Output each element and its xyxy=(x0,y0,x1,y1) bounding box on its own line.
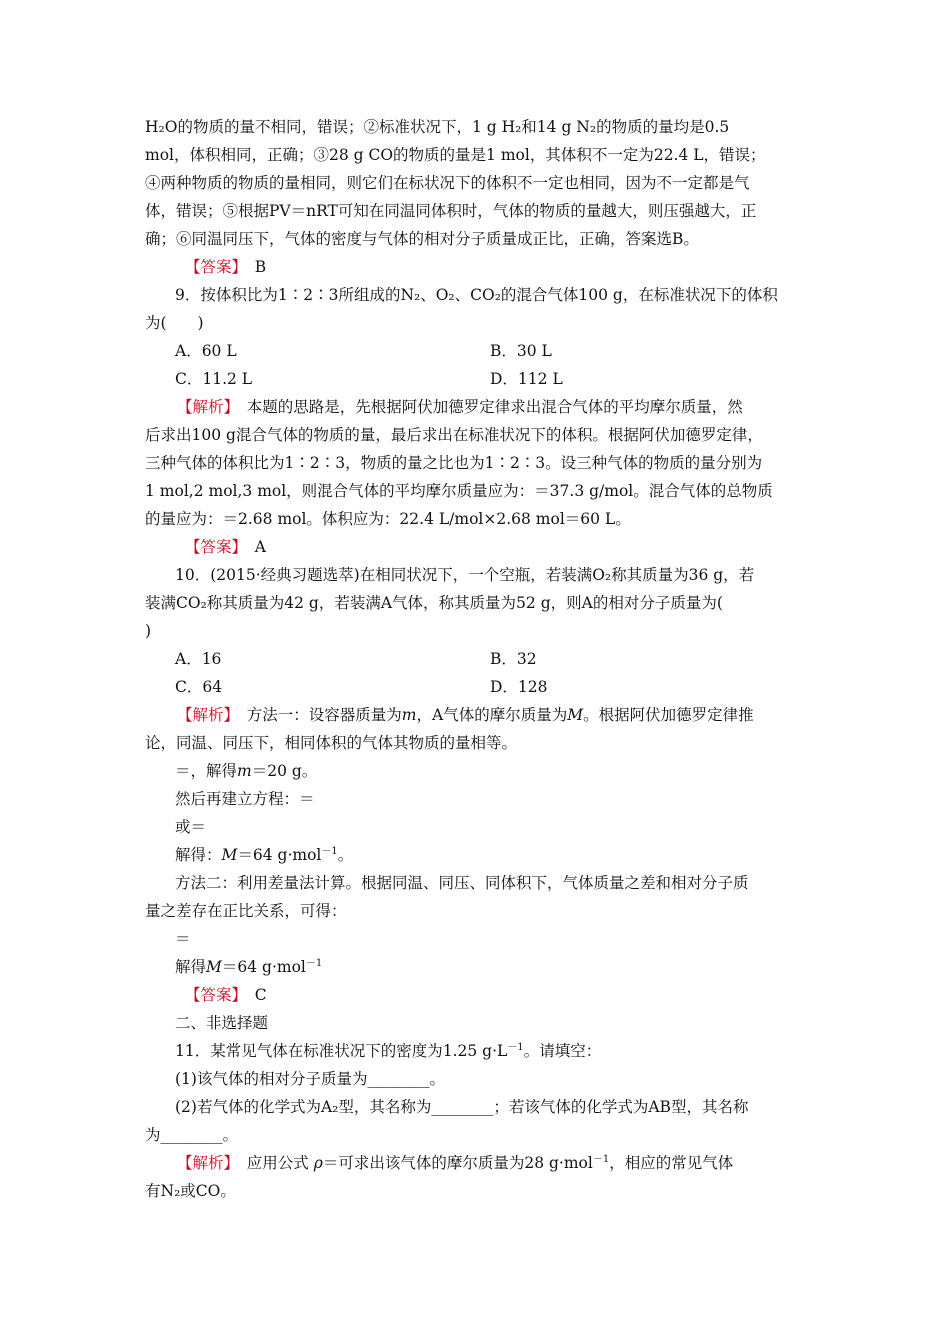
option-a: A．60 L xyxy=(175,342,237,360)
option-d: D．128 xyxy=(490,678,548,696)
text-line: 方法二：利用差量法计算。根据同温、同压、同体积下，气体质量之差和相对分子质 xyxy=(175,874,749,892)
question-line: 10．(2015·经典习题选萃)在相同状况下，一个空瓶，若装满O₂称其质量为36 g，若 xyxy=(175,566,755,584)
analysis-tag: 【解析】 xyxy=(177,706,232,724)
text-line: 或＝ xyxy=(175,818,207,836)
text-line: 然后再建立方程：＝ xyxy=(175,790,315,808)
answer-tag: 【答案】 xyxy=(185,258,240,276)
answer-value: A xyxy=(254,538,266,556)
answer-line xyxy=(185,537,266,557)
answer-value: B xyxy=(254,258,267,276)
analysis-line: 【解析】 本题的思路是，先根据阿伏加德罗定律求出混合气体的平均摩尔质量，然 xyxy=(177,398,743,416)
text-line: ＝ xyxy=(175,930,191,948)
question-line: ) xyxy=(145,622,152,640)
analysis-tag: 【解析】 xyxy=(177,398,232,416)
text-line: H₂O的物质的量不相同，错误；②标准状况下，1 g H₂和14 g N₂的物质的量均是0.5 xyxy=(145,118,730,136)
section-heading: 二、非选择题 xyxy=(175,1014,269,1032)
text-line: 论，同温、同压下，相同体积的气体其物质的量相等。 xyxy=(145,734,518,752)
answer-line xyxy=(185,985,267,1005)
answer-line xyxy=(185,257,266,277)
analysis-tag: 【解析】 xyxy=(177,1154,232,1172)
answer-tag: 【答案】 xyxy=(185,538,240,556)
option-a: A．16 xyxy=(175,650,222,668)
question-line: 为________。 xyxy=(145,1126,239,1144)
option-b: B．30 L xyxy=(490,342,552,360)
text-line: 体，错误；⑤根据PV＝nRT可知在同温同体积时，气体的物质的量越大，则压强越大，正 xyxy=(145,202,757,220)
text-line: 解得：M＝64 g·mol$^{-1}$。 xyxy=(175,846,354,864)
question-line: (2)若气体的化学式为A₂型，其名称为________；若该气体的化学式为AB型，其名称 xyxy=(175,1098,749,1116)
option-c: C．64 xyxy=(175,678,223,696)
text-line: 三种气体的体积比为1∶2∶3，物质的量之比也为1∶2∶3。设三种气体的物质的量分别为 xyxy=(145,454,763,472)
text-line: 的量应为：＝2.68 mol。体积应为：22.4 L/mol×2.68 mol＝60 L。 xyxy=(145,510,631,528)
option-c: C．11.2 L xyxy=(175,370,253,388)
text-line: 解得M＝64 g·mol$^{-1}$ xyxy=(175,958,323,976)
question-line: (1)该气体的相对分子质量为________。 xyxy=(175,1070,445,1088)
text-line: 确；⑥同温同压下，气体的密度与气体的相对分子质量成正比，正确，答案选B。 xyxy=(145,230,699,248)
question-line: 9．按体积比为1∶2∶3所组成的N₂、O₂、CO₂的混合气体100 g，在标准状况下的体积 xyxy=(175,286,778,304)
question-line: 11．某常见气体在标准状况下的密度为1.25 $g\cdot L^{-1}$。请填空： xyxy=(175,1042,602,1060)
text-line: 有N₂或CO。 xyxy=(145,1182,236,1200)
text-line: 1 mol,2 mol,3 mol，则混合气体的平均摩尔质量应为：＝37.3 g/mol。混合气体的总物质 xyxy=(145,482,773,500)
answer-value: C xyxy=(254,986,267,1004)
answer-tag: 【答案】 xyxy=(185,986,240,1004)
analysis-line: 【解析】 方法一：设容器质量为m，A气体的摩尔质量为M。根据阿伏加德罗定律推 xyxy=(177,706,754,724)
analysis-line: 【解析】 应用公式 ρ＝可求出该气体的摩尔质量为28 g·mol$^{-1}$，相应的常见气体 xyxy=(177,1154,734,1172)
text-line: 量之差存在正比关系，可得： xyxy=(145,902,347,920)
option-d: D．112 L xyxy=(490,370,563,388)
text-line: ＝，解得m＝20 g。 xyxy=(175,762,318,780)
option-b: B．32 xyxy=(490,650,537,668)
question-line: 装满CO₂称其质量为42 g，若装满A气体，称其质量为52 g，则A的相对分子质量为( xyxy=(145,594,723,612)
text-line: ④两种物质的物质的量相同，则它们在标状况下的体积不一定也相同，因为不一定都是气 xyxy=(145,174,750,192)
text-line: mol，体积相同，正确；③28 g CO的物质的量是1 mol，其体积不一定为22.4 L，错误； xyxy=(145,146,766,164)
text-line: 后求出100 g混合气体的物质的量，最后求出在标准状况下的体积。根据阿伏加德罗定律， xyxy=(145,426,763,444)
question-line: 为( ) xyxy=(145,314,204,332)
